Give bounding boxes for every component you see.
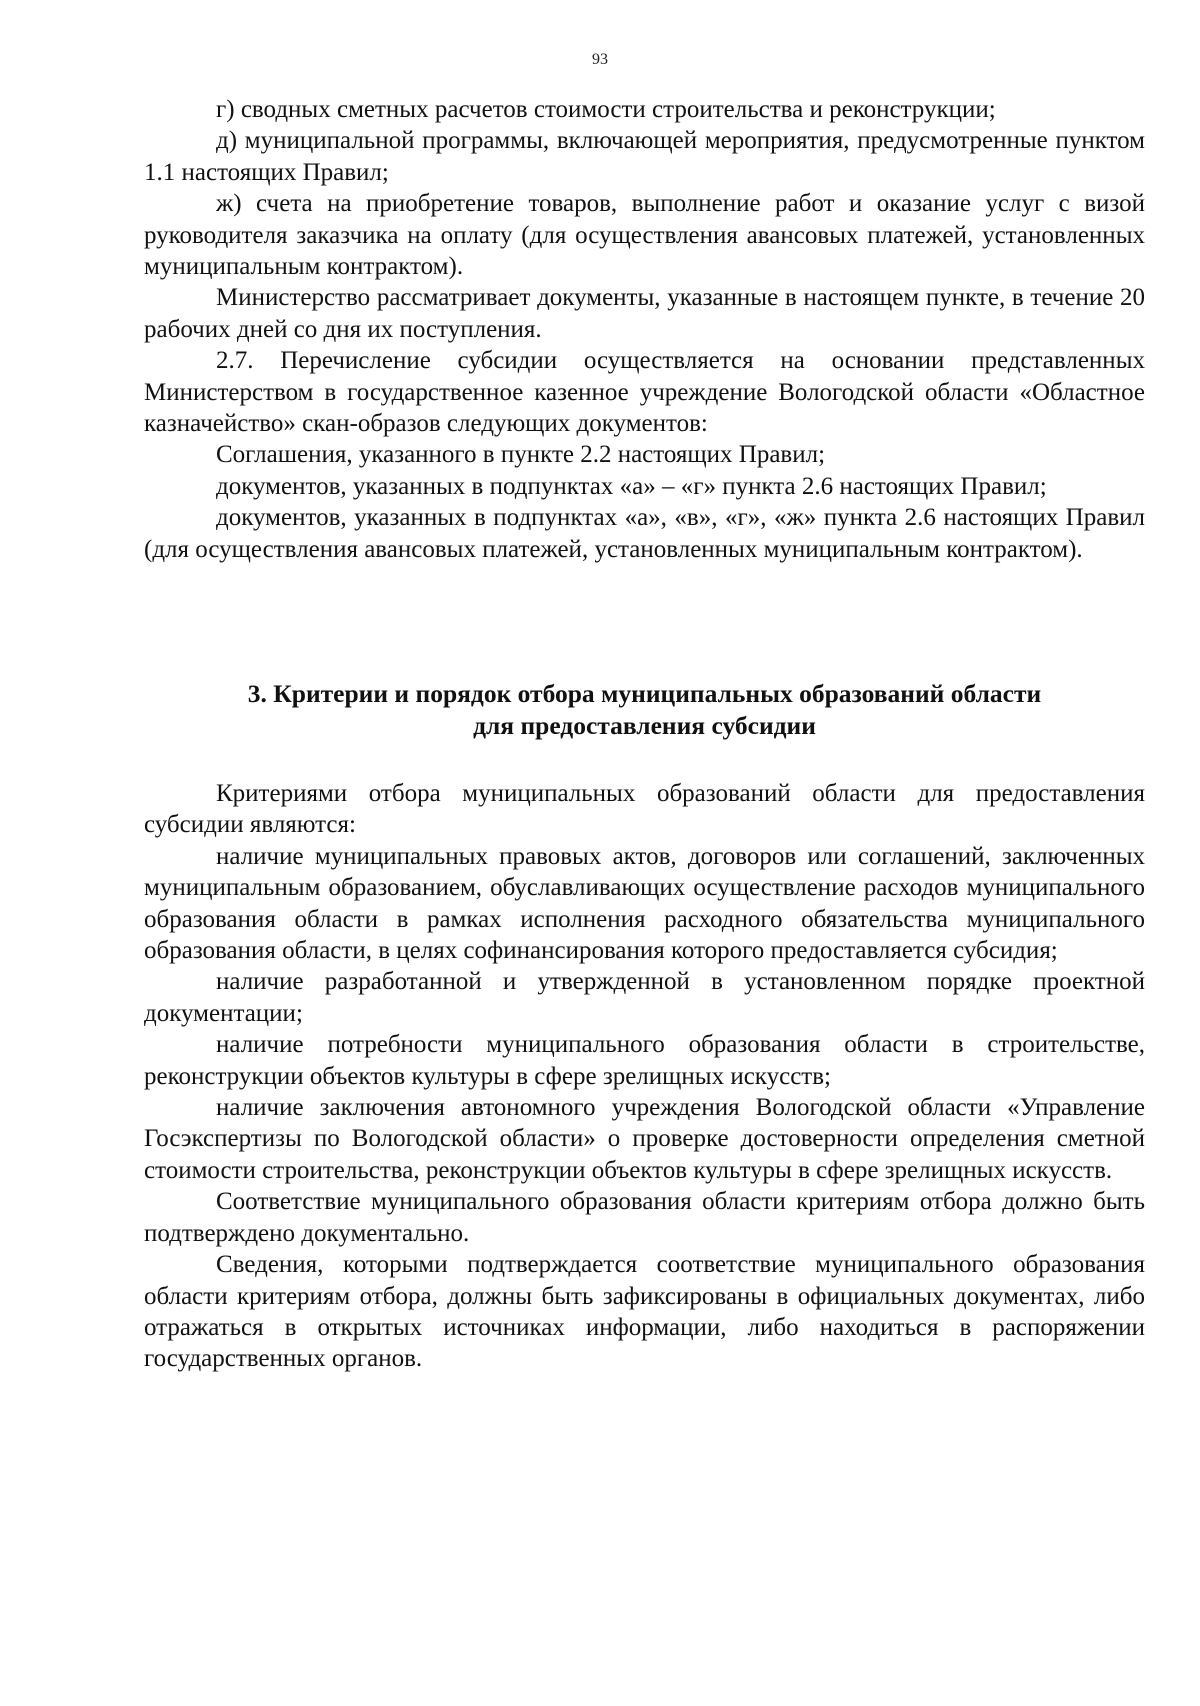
paragraph-criterion-need: наличие потребности муниципального образования области в строительстве, реконструкции объектов культуры в сфере зрелищных искусств;	[144, 1031, 1145, 1090]
paragraph-2-7: 2.7. Перечисление субсидии осуществляется на основании представленных Министерством в государственное казенное учреждение Вологодской области «Областное казначейство» скан-образов следующих документов:	[144, 347, 1145, 438]
section-3-heading	[144, 678, 1145, 741]
paragraph-documents-a-g: документов, указанных в подпунктах «а» – «г» пункта 2.6 настоящих Правил;	[216, 472, 1047, 500]
paragraph-review-period: Министерство рассматривает документы, указанные в настоящем пункте, в течение 20 рабочих дней со дня их поступления.	[144, 284, 1145, 343]
paragraph-criterion-expertise: наличие заключения автономного учреждения Вологодской области «Управление Госэкспертизы по Вологодской области» о проверке достоверности определения сметной стоимости строительства, реконструкции объектов культуры в сфере зрелищных искусств.	[144, 1094, 1145, 1184]
paragraph-compliance-sources: Сведения, которыми подтверждается соответствие муниципального образования области критериям отбора, должны быть зафиксированы в официальных документах, либо отражаться в открытых источниках информации, либо находиться в распоряжении государственных органов.	[144, 1251, 1145, 1373]
paragraph-criteria-intro: Критериями отбора муниципальных образований области для предоставления субсидии являются:	[144, 780, 1145, 839]
section-2-continuation	[144, 94, 1145, 565]
section-3-heading-line-2: для предоставления субсидии	[473, 710, 816, 740]
paragraph-item-g: г) сводных сметных расчетов стоимости строительства и реконструкции;	[216, 96, 996, 123]
paragraph-item-zh: ж) счета на приобретение товаров, выполнение работ и оказание услуг с визой руководителя заказчика на оплату (для осуществления авансовых платежей, установленных муниципальным контрактом).	[144, 190, 1145, 281]
paragraph-documents-a-v-g-zh: документов, указанных в подпунктах «а», «в», «г», «ж» пункта 2.6 настоящих Правил (для осуществления авансовых платежей, установленных муниципальным контрактом).	[144, 504, 1145, 563]
section-3-heading-line-1: 3. Критерии и порядок отбора муниципальных образований области	[247, 679, 1042, 708]
section-3-body	[144, 778, 1145, 1375]
paragraph-item-d: д) муниципальной программы, включающей мероприятия, предусмотренные пунктом 1.1 настоящих Правил;	[144, 127, 1145, 186]
paragraph-compliance-confirmed: Соответствие муниципального образования области критериям отбора должно быть подтверждено документально.	[144, 1188, 1145, 1247]
paragraph-criterion-legal-acts: наличие муниципальных правовых актов, договоров или соглашений, заключенных муниципальным образованием, обуславливающих осуществление расходов муниципального образования области в рамках исполнения расходного обязательства муниципального образования области, в целях софинансирования которого предоставляется субсидия;	[144, 842, 1145, 965]
paragraph-agreement: Соглашения, указанного в пункте 2.2 настоящих Правил;	[216, 441, 826, 469]
page-number: 93	[592, 51, 608, 68]
paragraph-criterion-project-docs: наличие разработанной и утвержденной в установленном порядке проектной документации;	[144, 968, 1145, 1027]
